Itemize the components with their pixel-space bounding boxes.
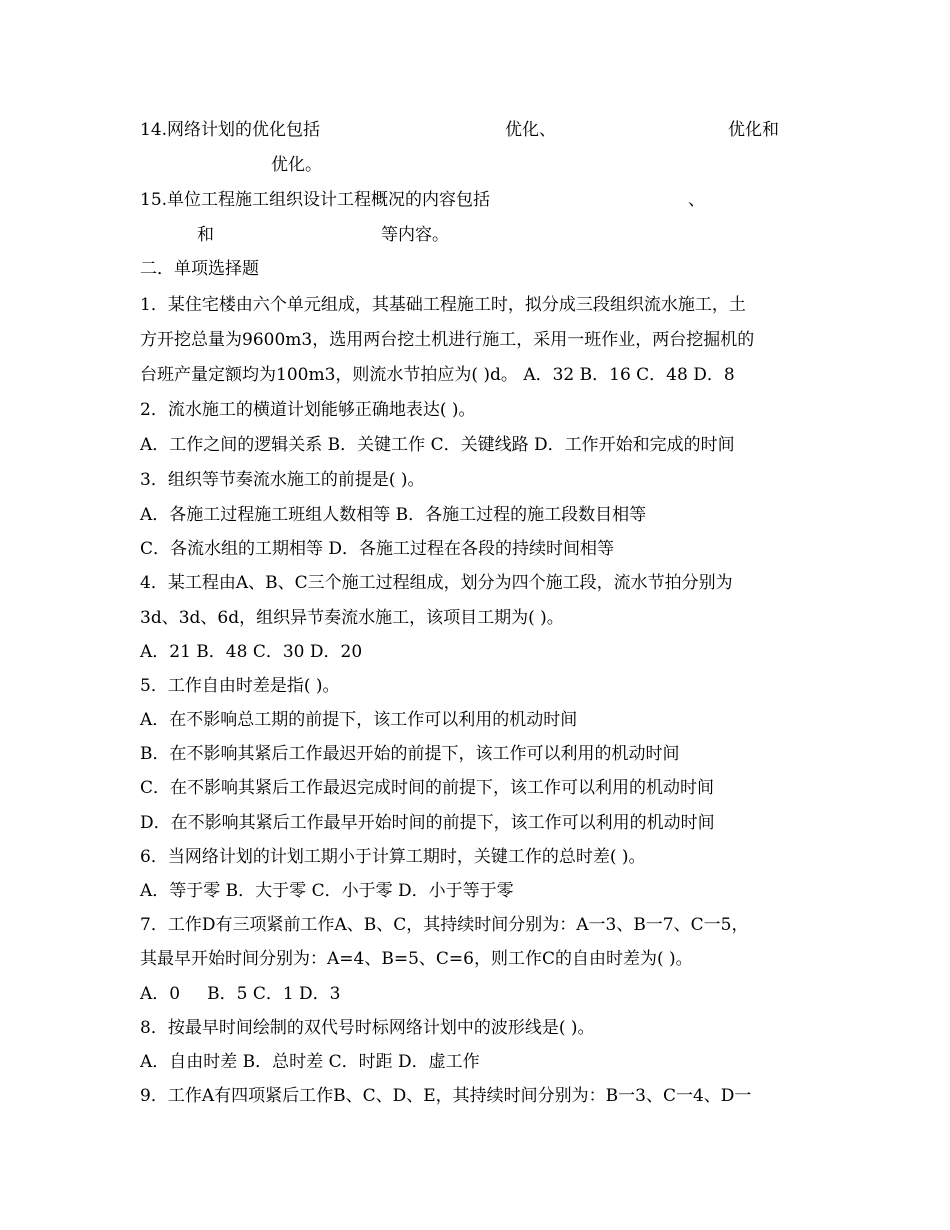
section-title: 二．单项选择题 xyxy=(140,259,259,279)
question-15-blank-suffix-2: 和 xyxy=(197,225,214,245)
question-3-options-line-1: A．各施工过程施工班组人数相等 B．各施工过程的施工段数目相等 xyxy=(140,505,647,525)
question-1-line-3: 台班产量定额均为100m3，则流水节拍应为( )d。 A．32 B．16 C．48 D．8 xyxy=(140,365,735,385)
question-5-option-c: C．在不影响其紧后工作最迟完成时间的前提下，该工作可以利用的机动时间 xyxy=(140,778,715,798)
question-5-option-a: A．在不影响总工期的前提下，该工作可以利用的机动时间 xyxy=(140,710,578,730)
question-6-options: A．等于零 B．大于零 C．小于零 D．小于等于零 xyxy=(140,881,514,901)
question-6-stem: 6．当网络计划的计划工期小于计算工期时，关键工作的总时差( )。 xyxy=(140,847,646,867)
question-14-blank-suffix-1: 优化、 xyxy=(505,120,556,140)
question-14-blank-suffix-2: 优化和 xyxy=(728,120,779,140)
question-8-stem: 8．按最早时间绘制的双代号时标网络计划中的波形线是( )。 xyxy=(140,1018,595,1038)
question-2-options: A．工作之间的逻辑关系 B．关键工作 C．关键线路 D．工作开始和完成的时间 xyxy=(140,435,735,455)
question-7-options: A．0 B．5 C．1 D．3 xyxy=(140,984,341,1004)
question-5-option-b: B．在不影响其紧后工作最迟开始的前提下，该工作可以利用的机动时间 xyxy=(140,744,680,764)
question-15-blank-suffix-3: 等内容。 xyxy=(381,225,449,245)
question-15-text: 15.单位工程施工组织设计工程概况的内容包括 xyxy=(140,190,491,210)
question-4-line-1: 4．某工程由A、B、C三个施工过程组成，划分为四个施工段，流水节拍分别为 xyxy=(140,573,733,593)
question-5-stem: 5．工作自由时差是指( )。 xyxy=(140,676,340,696)
question-2-stem: 2．流水施工的横道计划能够正确地表达( )。 xyxy=(140,400,476,420)
question-14-text: 14.网络计划的优化包括 xyxy=(140,120,321,140)
question-3-options-line-2: C．各流水组的工期相等 D．各施工过程在各段的持续时间相等 xyxy=(140,539,615,559)
question-14-blank-suffix-3: 优化。 xyxy=(271,155,322,175)
question-15-blank-suffix-1: 、 xyxy=(688,190,705,210)
question-4-line-2: 3d、3d、6d，组织异节奏流水施工，该项目工期为( )。 xyxy=(140,608,564,628)
question-15-line-1 xyxy=(140,183,820,217)
question-3-stem: 3．组织等节奏流水施工的前提是( )。 xyxy=(140,470,425,490)
question-4-options: A．21 B．48 C．30 D．20 xyxy=(140,642,363,662)
question-9-line-1: 9．工作A有四项紧后工作B、C、D、E，其持续时间分别为：B一3、C一4、D一 xyxy=(140,1086,752,1106)
question-8-options: A．自由时差 B．总时差 C．时距 D．虚工作 xyxy=(140,1052,480,1072)
question-5-option-d: D．在不影响其紧后工作最早开始时间的前提下，该工作可以利用的机动时间 xyxy=(140,813,715,833)
question-15-line-2 xyxy=(140,218,820,252)
question-14-line-1 xyxy=(140,113,820,147)
question-1-line-2: 方开挖总量为9600m3，选用两台挖土机进行施工，采用一班作业，两台挖掘机的 xyxy=(140,330,755,350)
question-7-line-1: 7．工作D有三项紧前工作A、B、C，其持续时间分别为：A一3、B一7、C一5， xyxy=(140,915,749,935)
question-1-line-1: 1．某住宅楼由六个单元组成，其基础工程施工时，拟分成三段组织流水施工，土 xyxy=(140,295,746,315)
question-7-line-2: 其最早开始时间分别为：A=4、B=5、C=6，则工作C的自由时差为( )。 xyxy=(140,949,693,969)
